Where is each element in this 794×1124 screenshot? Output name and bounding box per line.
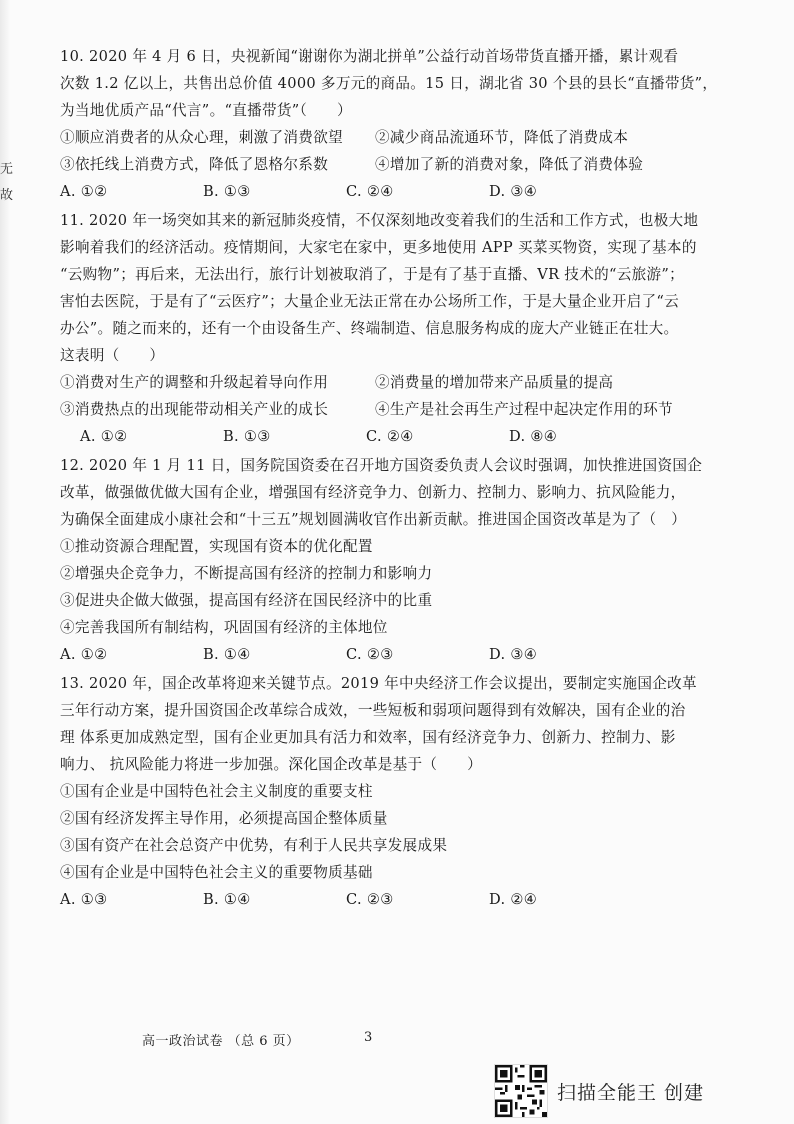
answer-choice-a: A. ①② xyxy=(60,646,108,663)
question-stem-line: 12. 2020 年 1 月 11 日，国务院国资委在召开地方国资委负责人会议时强调，加快推进国资国企 xyxy=(60,457,703,474)
question-stem-line: 响力、 抗风险能力将进一步加强。深化国企改革是基于（ ） xyxy=(60,756,482,773)
answer-choices xyxy=(60,178,760,205)
question-stem-line: 13. 2020 年，国企改革将迎来关键节点。2019 年中央经济工作会议提出，要制定实施国企改革 xyxy=(60,675,697,692)
answer-choices xyxy=(60,886,760,913)
option-item: ①消费对生产的调整和升级起着导向作用 xyxy=(60,374,329,391)
question-10 xyxy=(60,43,760,205)
question-stem-line: 害怕去医院，于是有了“云医疗”；大量企业无法正常在办公场所工作，于是大量企业开启了“云 xyxy=(60,293,680,310)
question-13 xyxy=(60,670,760,913)
option-item: ④国有企业是中国特色社会主义的重要物质基础 xyxy=(60,864,373,881)
question-stem-line: 次数 1.2 亿以上，共售出总价值 4000 多万元的商品。15 日，湖北省 30 个县的县长“直播带货”， xyxy=(60,75,718,92)
answer-choices xyxy=(60,423,760,450)
exam-page xyxy=(60,43,760,915)
watermark-text: 扫描全能王 创建 xyxy=(557,1081,705,1104)
answer-choice-c: C. ②③ xyxy=(346,646,394,663)
answer-choice-d: D. ③④ xyxy=(489,183,538,200)
option-row xyxy=(60,369,760,396)
question-stem-line: 办公”。随之而来的，还有一个由设备生产、终端制造、信息服务构成的庞大产业链正在壮大。 xyxy=(60,320,679,337)
answer-choice-d: D. ②④ xyxy=(489,891,538,908)
option-item: ③依托线上消费方式，降低了恩格尔系数 xyxy=(60,156,329,173)
answer-choice-c: C. ②④ xyxy=(366,428,414,445)
question-stem-line: 三年行动方案，提升国资国企改革综合成效，一些短板和弱项问题得到有效解决，国有企业的治 xyxy=(60,702,686,719)
answer-choice-b: B. ①③ xyxy=(223,428,271,445)
question-stem-line: 10. 2020 年 4 月 6 日，央视新闻“谢谢你为湖北拼单”公益行动首场带货直播开播，累计观看 xyxy=(60,48,679,65)
option-item: ②减少商品流通环节，降低了消费成本 xyxy=(375,129,629,146)
scanner-watermark xyxy=(495,1064,745,1118)
option-item: ④完善我国所有制结构，巩固国有经济的主体地位 xyxy=(60,619,388,636)
question-stem-line: “云购物”；再后来，无法出行，旅行计划被取消了，于是有了基于直播、VR 技术的“云旅游”； xyxy=(60,266,685,283)
question-stem-line: 为当地优质产品“代言”。“直播带货”（ ） xyxy=(60,102,352,119)
option-item: ①国有企业是中国特色社会主义制度的重要支柱 xyxy=(60,783,373,800)
option-item: ③国有资产在社会总资产中优势，有利于人民共享发展成果 xyxy=(60,837,448,854)
side-fragment-1: 无 xyxy=(0,162,14,177)
answer-choice-c: C. ②③ xyxy=(346,891,394,908)
answer-choice-b: B. ①④ xyxy=(203,891,251,908)
page-footer xyxy=(142,1030,373,1049)
option-item: ①推动资源合理配置，实现国有资本的优化配置 xyxy=(60,538,373,555)
question-stem-line: 改革，做强做优做大国有企业，增强国有经济竞争力、创新力、控制力、影响力、抗风险能力， xyxy=(60,484,686,501)
footer-title: 高一政治试卷 （总 6 页） xyxy=(142,1034,300,1049)
side-fragment-2: 故 xyxy=(0,188,14,203)
answer-choice-b: B. ①③ xyxy=(203,183,251,200)
answer-choice-d: D. ⑧④ xyxy=(509,428,558,445)
answer-choice-a: A. ①③ xyxy=(60,891,108,908)
option-item: ③促进央企做大做强，提高国有经济在国民经济中的比重 xyxy=(60,592,433,609)
option-item: ①顺应消费者的从众心理，刺激了消费欲望 xyxy=(60,129,343,146)
question-stem-line: 理 体系更加成熟定型，国有企业更加具有活力和效率，国有经济竞争力、创新力、控制力、影 xyxy=(60,729,676,746)
option-item: ④生产是社会再生产过程中起决定作用的环节 xyxy=(375,401,673,418)
page-number: 3 xyxy=(364,1030,373,1045)
answer-choice-d: D. ③④ xyxy=(489,646,538,663)
option-item: ②国有经济发挥主导作用，必须提高国企整体质量 xyxy=(60,810,388,827)
option-item: ③消费热点的出现能带动相关产业的成长 xyxy=(60,401,329,418)
answer-choice-a: A. ①② xyxy=(80,428,128,445)
question-stem-line: 影响着我们的经济活动。疫情期间，大家宅在家中，更多地使用 APP 买菜买物资，实现了基本的 xyxy=(60,239,697,256)
answer-choices xyxy=(60,641,760,668)
qr-code-icon xyxy=(495,1065,547,1117)
option-item: ④增加了新的消费对象，降低了消费体验 xyxy=(375,156,644,173)
question-12 xyxy=(60,452,760,668)
question-11 xyxy=(60,207,760,450)
answer-choice-b: B. ①④ xyxy=(203,646,251,663)
option-item: ②消费量的增加带来产品质量的提高 xyxy=(375,374,614,391)
option-item: ②增强央企竞争力，不断提高国有经济的控制力和影响力 xyxy=(60,565,433,582)
question-stem-line: 为确保全面建成小康社会和“十三五”规划圆满收官作出新贡献。推进国企国资改革是为了（ ） xyxy=(60,511,687,528)
option-row xyxy=(60,151,760,178)
option-row xyxy=(60,124,760,151)
question-stem-line: 11. 2020 年一场突如其来的新冠肺炎疫情，不仅深刻地改变着我们的生活和工作方式，也极大地 xyxy=(60,212,699,229)
answer-choice-a: A. ①② xyxy=(60,183,108,200)
answer-choice-c: C. ②④ xyxy=(346,183,394,200)
option-row xyxy=(60,396,760,423)
question-stem-line: 这表明（ ） xyxy=(60,347,165,364)
